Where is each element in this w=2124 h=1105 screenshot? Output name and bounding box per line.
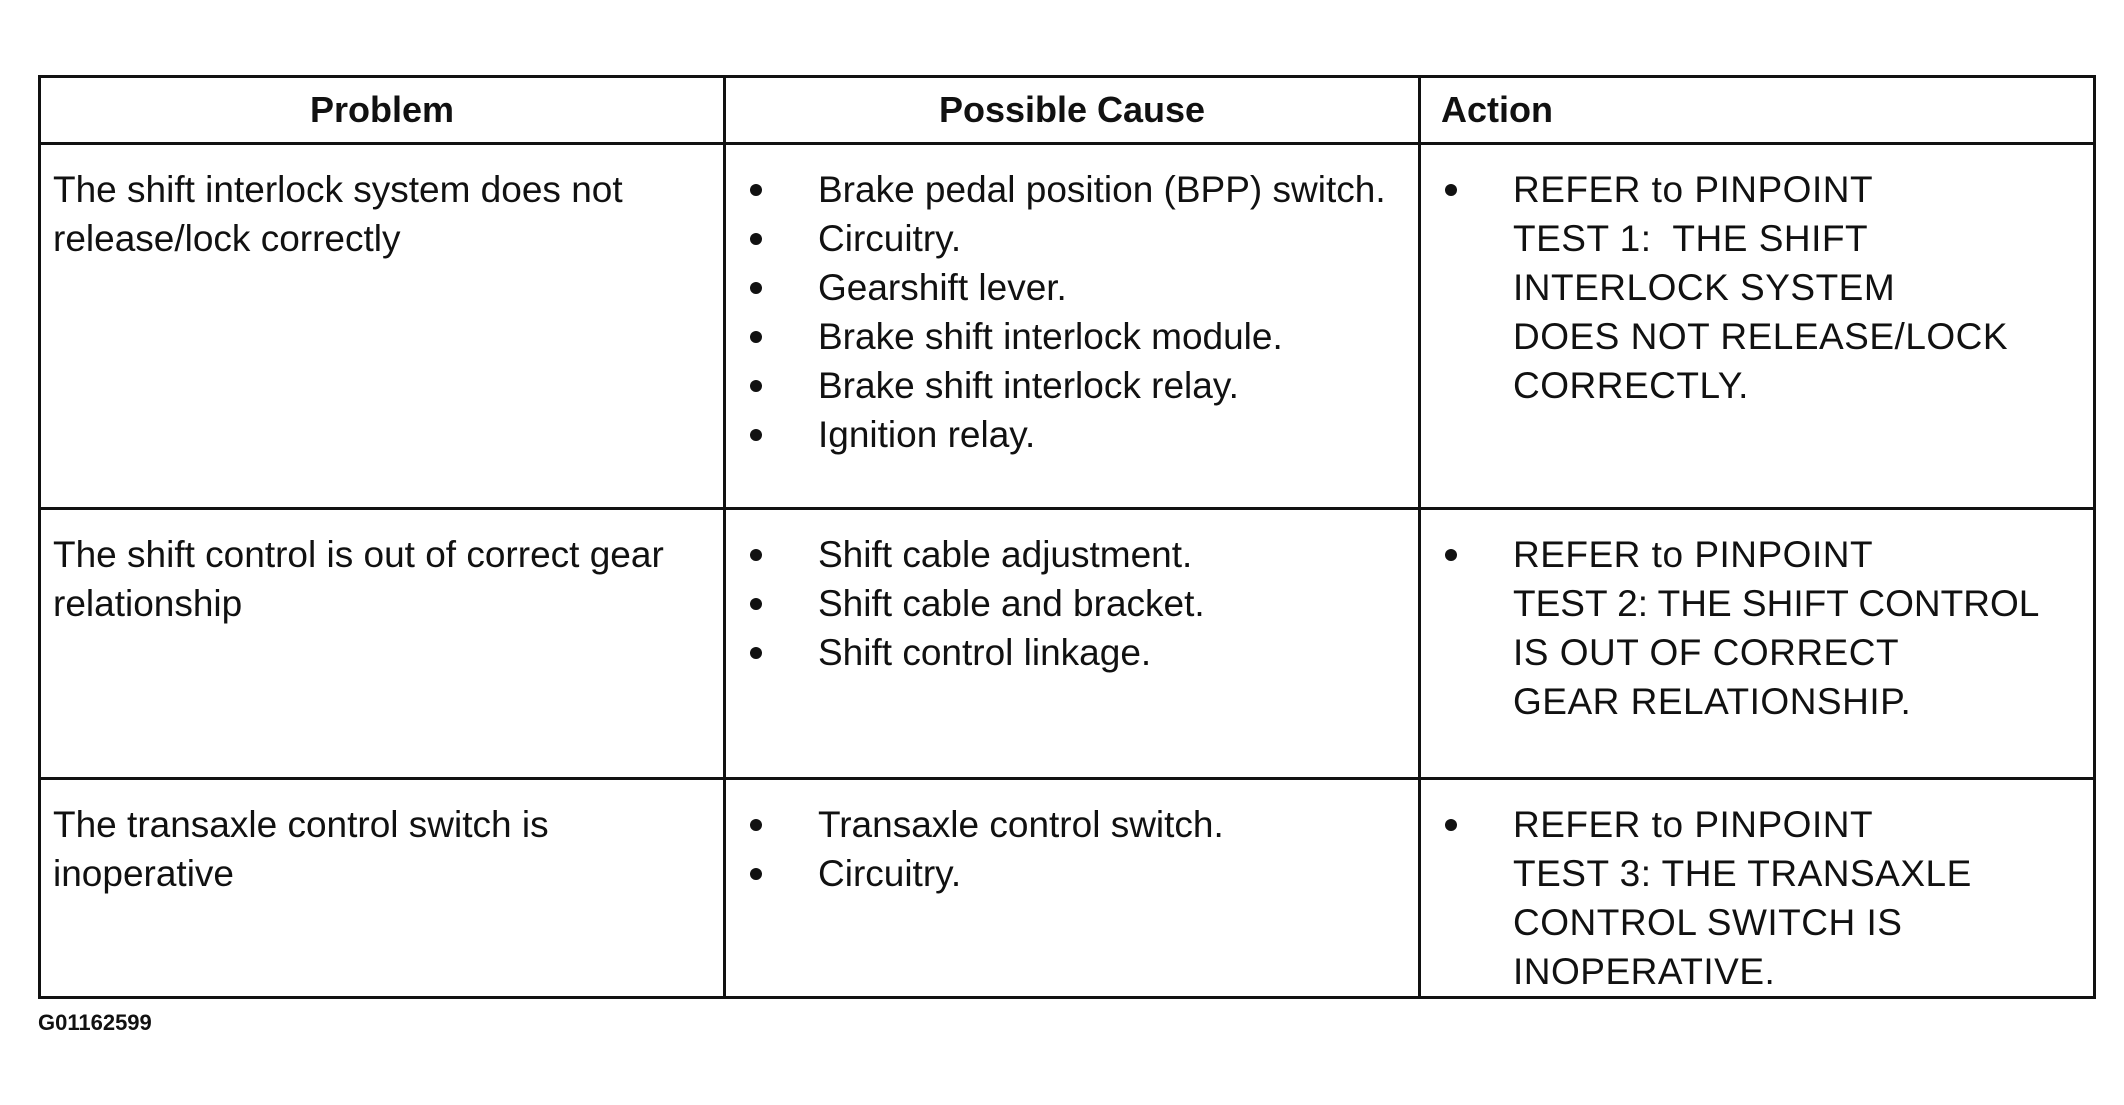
list-item: [726, 530, 1410, 579]
table-row: [40, 144, 2095, 509]
action-line: CORRECTLY.: [1513, 365, 1749, 406]
cause-cell: [725, 779, 1420, 998]
action-line: DOES NOT RELEASE/LOCK: [1513, 316, 2009, 357]
action-item: [1421, 530, 2085, 726]
header-problem: Problem: [40, 77, 725, 144]
bullet-icon: [1445, 819, 1457, 831]
action-cell: [1420, 509, 2095, 779]
bullet-icon: [750, 184, 762, 196]
cause-text: Circuitry.: [818, 218, 962, 259]
action-item: [1421, 800, 2085, 996]
header-action: Action: [1420, 77, 2095, 144]
cause-text: Circuitry.: [818, 853, 962, 894]
problem-text: The transaxle control switch is inoperative: [53, 804, 549, 894]
bullet-icon: [750, 429, 762, 441]
list-item: [726, 165, 1410, 214]
list-item: [726, 410, 1410, 459]
problem-text: The shift control is out of correct gear relationship: [53, 534, 664, 624]
cause-list: [726, 165, 1410, 459]
action-line: INTERLOCK SYSTEM: [1513, 267, 1896, 308]
list-item: [726, 579, 1410, 628]
action-line: REFER to PINPOINT: [1513, 169, 1874, 210]
cause-cell: [725, 509, 1420, 779]
header-possible-cause: Possible Cause: [725, 77, 1420, 144]
action-line: REFER to PINPOINT: [1513, 534, 1874, 575]
bullet-icon: [1445, 184, 1457, 196]
table-row: [40, 509, 2095, 779]
cause-cell: [725, 144, 1420, 509]
action-line: IS OUT OF CORRECT: [1513, 632, 1900, 673]
cause-text: Brake shift interlock module.: [818, 316, 1283, 357]
bullet-icon: [750, 331, 762, 343]
list-item: [726, 800, 1410, 849]
bullet-icon: [750, 549, 762, 561]
cause-text: Shift cable adjustment.: [818, 534, 1193, 575]
cause-list: [726, 800, 1410, 898]
action-line: CONTROL SWITCH IS: [1513, 902, 1903, 943]
cause-text: Ignition relay.: [818, 414, 1036, 455]
action-line: TEST 3: THE TRANSAXLE: [1513, 853, 1972, 894]
bullet-icon: [750, 380, 762, 392]
action-line: GEAR RELATIONSHIP.: [1513, 681, 1912, 722]
list-item: [726, 628, 1410, 677]
list-item: [726, 361, 1410, 410]
cause-text: Shift cable and bracket.: [818, 583, 1205, 624]
list-item: [726, 849, 1410, 898]
action-line: INOPERATIVE.: [1513, 951, 1776, 992]
cause-text: Brake pedal position (BPP) switch.: [818, 169, 1386, 210]
cause-text: Transaxle control switch.: [818, 804, 1224, 845]
bullet-icon: [750, 819, 762, 831]
list-item: [726, 263, 1410, 312]
cause-text: Gearshift lever.: [818, 267, 1067, 308]
problem-text: The shift interlock system does not release/lock correctly: [53, 169, 623, 259]
list-item: [726, 312, 1410, 361]
action-cell: [1420, 779, 2095, 998]
bullet-icon: [750, 868, 762, 880]
cause-text: Shift control linkage.: [818, 632, 1152, 673]
action-line: TEST 1: THE SHIFT: [1513, 218, 1869, 259]
action-line: TEST 2: THE SHIFT CONTROL: [1513, 583, 2040, 624]
problem-cell: [40, 509, 725, 779]
table-header-row: [40, 77, 2095, 144]
cause-list: [726, 530, 1410, 677]
cause-text: Brake shift interlock relay.: [818, 365, 1239, 406]
table-row: [40, 779, 2095, 998]
bullet-icon: [1445, 549, 1457, 561]
action-line: REFER to PINPOINT: [1513, 804, 1874, 845]
bullet-icon: [750, 647, 762, 659]
figure-id: G01162599: [38, 1010, 152, 1035]
bullet-icon: [750, 233, 762, 245]
problem-cell: [40, 779, 725, 998]
list-item: [726, 214, 1410, 263]
bullet-icon: [750, 282, 762, 294]
action-item: [1421, 165, 2085, 410]
diagnosis-table: [38, 75, 2096, 999]
diagnosis-table-container: [38, 75, 2093, 999]
action-cell: [1420, 144, 2095, 509]
problem-cell: [40, 144, 725, 509]
bullet-icon: [750, 598, 762, 610]
